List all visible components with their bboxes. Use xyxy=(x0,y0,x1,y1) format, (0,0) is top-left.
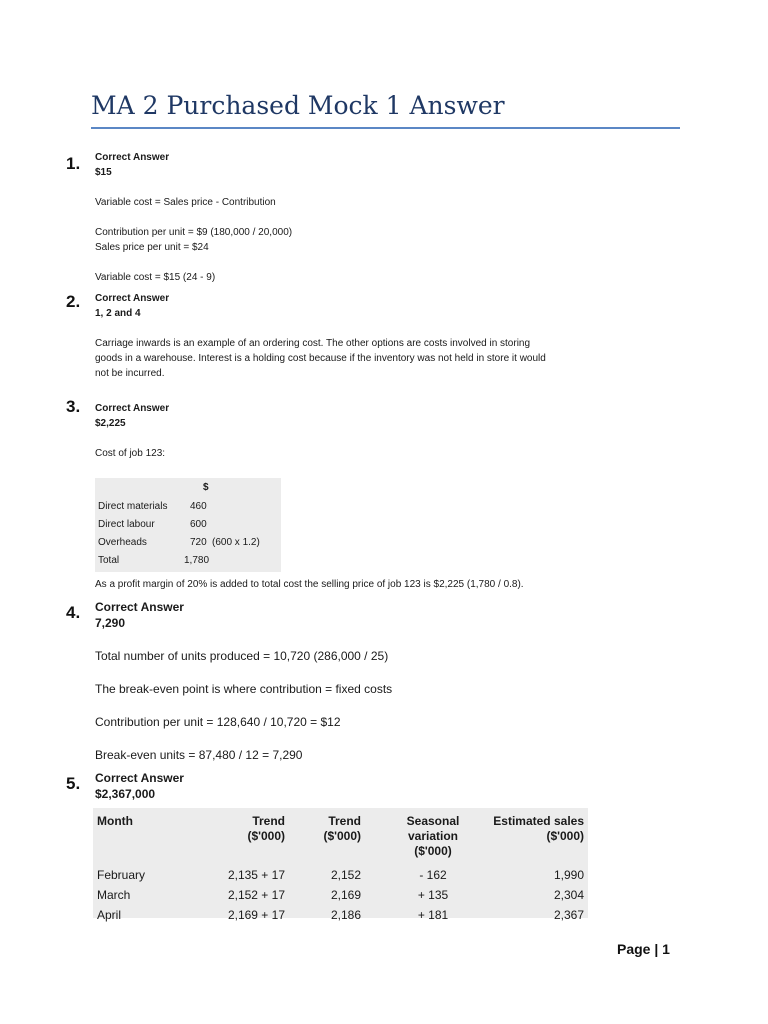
row-value: 1,780 xyxy=(184,555,210,566)
cell-month: April xyxy=(97,908,122,922)
row-label: Direct labour xyxy=(98,519,155,530)
header-estimated: Estimated sales ($'000) xyxy=(493,814,584,843)
header-month: Month xyxy=(97,814,133,828)
page-title: MA 2 Purchased Mock 1 Answer xyxy=(91,91,505,120)
currency-header: $ xyxy=(203,482,209,493)
footer-label: Page xyxy=(617,941,651,957)
answer-heading: Correct Answer xyxy=(95,600,184,614)
answer-value: $2,367,000 xyxy=(95,787,156,801)
row-note: (600 x 1.2) xyxy=(212,537,260,548)
title-rule xyxy=(91,127,680,129)
explanation-line: Break-even units = 87,480 / 12 = 7,290 xyxy=(95,748,303,762)
question-number: 3. xyxy=(66,397,81,416)
explanation-line: Carriage inwards is an example of an ordering cost. The other options are costs involved in storing xyxy=(95,338,531,349)
answer-heading: Correct Answer xyxy=(95,771,184,785)
row-value: 720 xyxy=(190,537,207,548)
cell-trend: 2,186 xyxy=(330,908,361,922)
header-seasonal: Seasonal variation ($'000) xyxy=(406,814,460,858)
footer-page-number: 1 xyxy=(662,941,670,957)
answer-heading: Correct Answer xyxy=(95,152,170,163)
explanation-line: goods in a warehouse. Interest is a holding cost because if the inventory was not held in store it would xyxy=(95,353,546,364)
answer-value: $15 xyxy=(95,167,112,178)
cost-table xyxy=(95,478,281,572)
explanation-line: Sales price per unit = $24 xyxy=(95,242,209,253)
cell-seasonal: - 162 xyxy=(419,868,447,882)
question-number: 5. xyxy=(66,774,81,793)
explanation-line: not be incurred. xyxy=(95,368,165,379)
footer-separator: | xyxy=(654,941,659,957)
question-number: 4. xyxy=(66,603,81,622)
explanation-line: Total number of units produced = 10,720 (286,000 / 25) xyxy=(95,649,389,663)
conclusion-line: As a profit margin of 20% is added to total cost the selling price of job 123 is $2,225 (1,780 / 0.8). xyxy=(95,579,524,590)
answer-value: 1, 2 and 4 xyxy=(95,308,141,319)
explanation-line: Variable cost = $15 (24 - 9) xyxy=(95,272,216,283)
answer-value: 7,290 xyxy=(95,616,126,630)
question-number: 1. xyxy=(66,154,81,173)
cell-estimated: 2,367 xyxy=(553,908,584,922)
cell-trend-calc: 2,169 + 17 xyxy=(227,908,285,922)
explanation-line: Contribution per unit = $9 (180,000 / 20,000) xyxy=(95,227,293,238)
cell-seasonal: + 135 xyxy=(417,888,449,902)
row-value: 600 xyxy=(190,519,207,530)
header-trend-calc: Trend ($'000) xyxy=(247,814,285,843)
cell-month: February xyxy=(97,868,146,882)
answer-value: $2,225 xyxy=(95,418,126,429)
row-label: Total xyxy=(98,555,120,566)
cell-trend: 2,169 xyxy=(330,888,361,902)
explanation-line: Contribution per unit = 128,640 / 10,720 = $12 xyxy=(95,715,341,729)
row-label: Overheads xyxy=(98,537,147,548)
trend-table xyxy=(93,808,588,922)
cell-trend-calc: 2,152 + 17 xyxy=(227,888,285,902)
cell-estimated: 1,990 xyxy=(553,868,584,882)
cell-seasonal: + 181 xyxy=(417,908,449,922)
cell-trend: 2,152 xyxy=(330,868,361,882)
intro-line: Cost of job 123: xyxy=(95,448,166,459)
explanation-line: The break-even point is where contribution = fixed costs xyxy=(95,682,393,696)
row-label: Direct materials xyxy=(98,501,168,512)
row-value: 460 xyxy=(190,501,207,512)
answer-heading: Correct Answer xyxy=(95,403,170,414)
cell-trend-calc: 2,135 + 17 xyxy=(227,868,285,882)
answer-heading: Correct Answer xyxy=(95,293,170,304)
cell-month: March xyxy=(97,888,131,902)
page-footer xyxy=(617,941,670,957)
question-number: 2. xyxy=(66,292,81,311)
cell-estimated: 2,304 xyxy=(553,888,584,902)
explanation-line: Variable cost = Sales price - Contribution xyxy=(95,197,276,208)
header-trend: Trend ($'000) xyxy=(323,814,361,843)
